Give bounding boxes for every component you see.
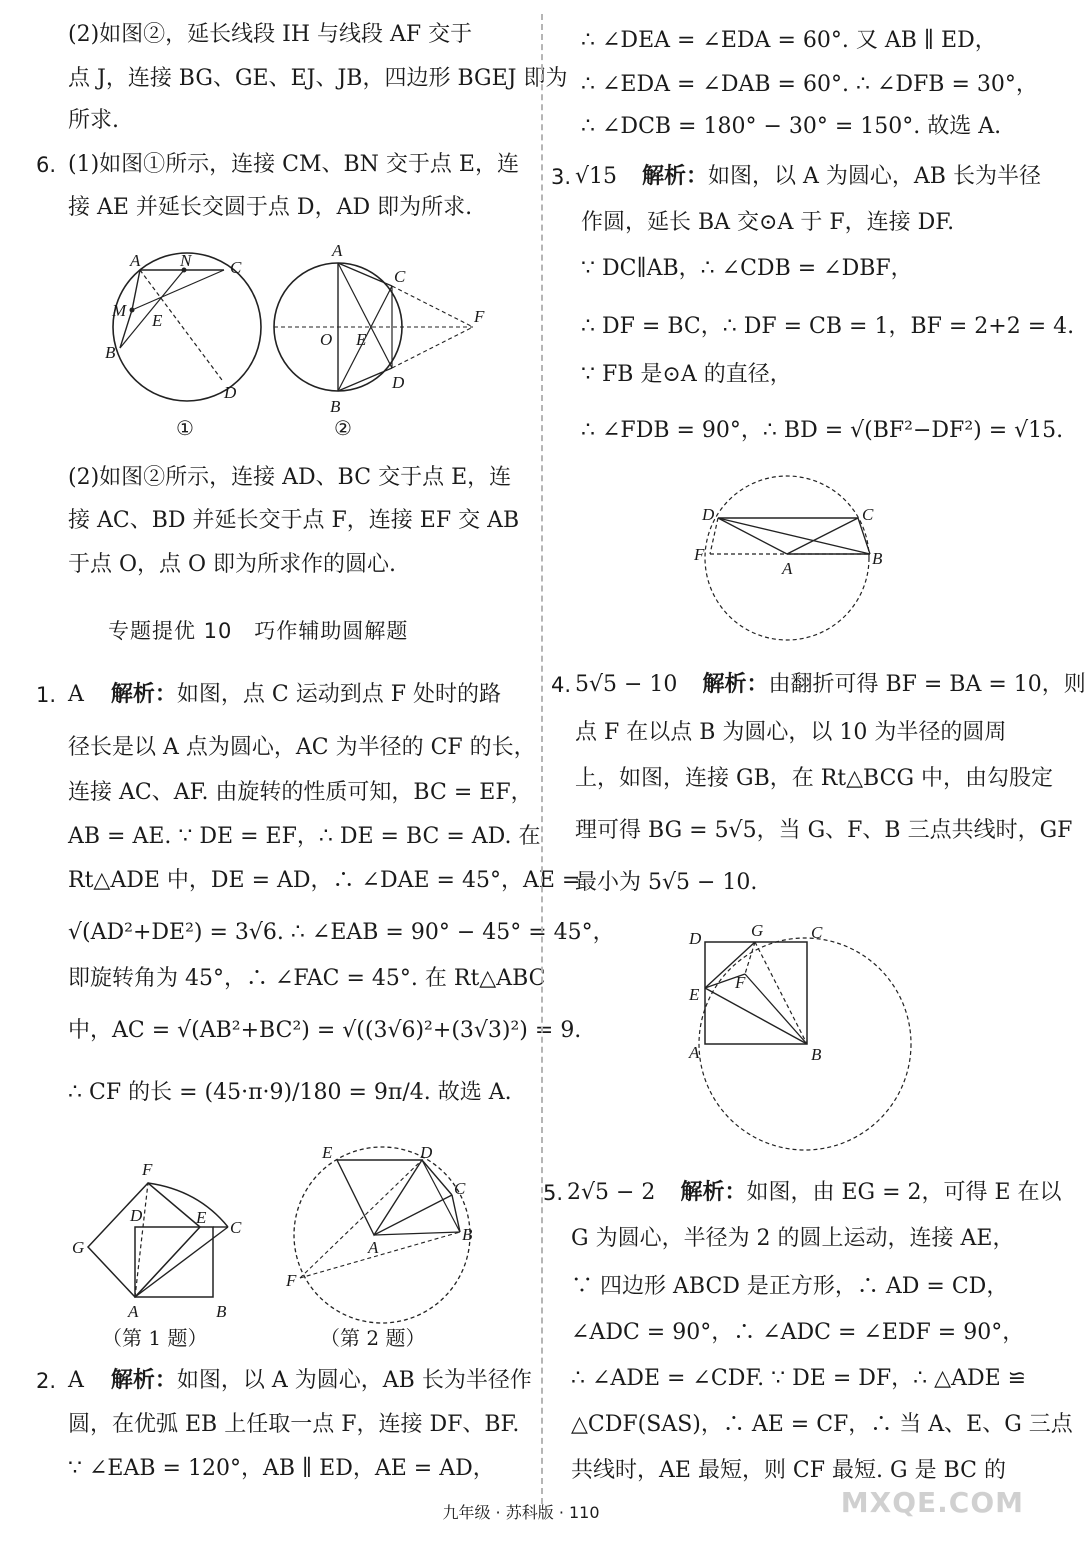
figure-circle-1 xyxy=(100,240,275,415)
figure-question-4 xyxy=(675,920,925,1155)
text-line: (2)如图②所示，连接 AD、BC 交于点 E，连 xyxy=(68,465,512,490)
label: A xyxy=(689,1043,700,1062)
section-title: 专题提优 10 巧作辅助圆解题 xyxy=(108,619,409,643)
figure-question-2 xyxy=(282,1140,482,1320)
question-number: 4. xyxy=(551,673,572,697)
text-line: 上，如图，连接 GB，在 Rt△BCG 中，由勾股定 xyxy=(575,766,1054,791)
label: C xyxy=(230,1218,242,1237)
label: M xyxy=(112,301,127,320)
text-line: ∴ DF = BC，∴ DF = CB = 1，BF = 2+2 = 4. xyxy=(581,314,1075,339)
text-line: △CDF(SAS)，∴ AE = CF，∴ 当 A、E、G 三点 xyxy=(571,1412,1073,1437)
analysis-tag: 解析： xyxy=(702,672,769,697)
text: 由翻折可得 BF = BA = 10，则 xyxy=(768,672,1086,697)
label: C xyxy=(862,505,874,524)
text-line: 共线时，AE 最短，则 CF 最短. G 是 BC 的 xyxy=(571,1458,1006,1483)
text-line: ∴ ∠DEA = ∠EDA = 60°. 又 AB ∥ ED， xyxy=(581,28,997,53)
label: D xyxy=(224,383,237,402)
question-number: 1. xyxy=(36,683,57,707)
answer: 2√5 − 2 xyxy=(567,1180,656,1205)
label: B xyxy=(216,1302,227,1321)
text-line xyxy=(68,1366,532,1396)
label: F xyxy=(735,973,746,992)
label: B xyxy=(811,1045,822,1064)
text-line: ∠ADC = 90°，∴ ∠ADC = ∠EDF = 90°， xyxy=(571,1320,1025,1345)
label: F xyxy=(142,1160,153,1179)
text-line: 理可得 BG = 5√5，当 G、F、B 三点共线时，GF xyxy=(575,818,1073,843)
label: E xyxy=(152,311,163,330)
text-line: 作圆，延长 BA 交⊙A 于 F，连接 DF. xyxy=(581,210,955,235)
figure-caption: （第 2 题） xyxy=(320,1326,426,1350)
text-line: ∵ FB 是⊙A 的直径， xyxy=(581,362,792,387)
label: D xyxy=(420,1143,433,1162)
text-line xyxy=(68,680,501,710)
analysis-tag: 解析： xyxy=(110,1368,177,1393)
label: B xyxy=(105,343,116,362)
text: 如图，点 C 运动到点 F 处时的路 xyxy=(176,682,501,707)
figure-caption: ① xyxy=(176,416,194,440)
text-line: ∵ DC∥AB，∴ ∠CDB = ∠DBF， xyxy=(581,256,913,281)
text: 如图，由 EG = 2，可得 E 在以 xyxy=(746,1180,1062,1205)
label: D xyxy=(130,1206,143,1225)
text-line: 中，AC = √(AB²+BC²) = √((3√6)²+(3√3)²) = 9. xyxy=(68,1018,582,1043)
analysis-tag: 解析： xyxy=(680,1180,747,1205)
text-line: 点 F 在以点 B 为圆心，以 10 为半径的圆周 xyxy=(575,720,1007,745)
question-number: 3. xyxy=(551,165,572,189)
label: B xyxy=(462,1225,473,1244)
text: 如图，以 A 为圆心，AB 长为半径 xyxy=(708,164,1041,189)
label: D xyxy=(689,929,702,948)
text-line xyxy=(575,670,1086,700)
text-line: 所求. xyxy=(68,108,119,133)
label: D xyxy=(392,373,405,392)
figure-question-3 xyxy=(690,480,890,650)
text-line: 接 AC、BD 并延长交于点 F，连接 EF 交 AB xyxy=(68,508,520,533)
label: E xyxy=(689,985,700,1004)
label: O xyxy=(320,330,333,349)
text-line: ∵ ∠EAB = 120°，AB ∥ ED，AE = AD， xyxy=(68,1456,495,1481)
label: E xyxy=(322,1143,333,1162)
text-line: G 为圆心，半径为 2 的圆上运动，连接 AE， xyxy=(571,1226,1015,1251)
figure-question-1 xyxy=(70,1155,270,1320)
text-line: AB = AE. ∵ DE = EF，∴ DE = BC = AD. 在 xyxy=(68,824,541,849)
text-line: ∵ 四边形 ABCD 是正方形，∴ AD = CD， xyxy=(571,1274,1009,1299)
label: E xyxy=(196,1208,207,1227)
text-line: ∴ ∠EDA = ∠DAB = 60°. ∴ ∠DFB = 30°， xyxy=(581,72,1038,97)
label: A xyxy=(368,1238,379,1257)
text-line: √(AD²+DE²) = 3√6. ∴ ∠EAB = 90° − 45° = 45°， xyxy=(68,920,615,945)
question-number: 2. xyxy=(36,1369,57,1393)
label: A xyxy=(128,1302,139,1321)
text-line: 最小为 5√5 − 10. xyxy=(575,870,758,895)
label: F xyxy=(694,545,705,564)
question-number: 6. xyxy=(36,153,57,177)
label: F xyxy=(474,307,485,326)
text-line: 即旋转角为 45°，∴ ∠FAC = 45°. 在 Rt△ABC xyxy=(68,966,546,991)
text-line: (1)如图①所示，连接 CM、BN 交于点 E，连 xyxy=(68,152,519,177)
column-divider xyxy=(541,14,543,1504)
answer: √15 xyxy=(575,164,618,189)
label: B xyxy=(330,397,341,416)
text-line: Rt△ADE 中，DE = AD，∴ ∠DAE = 45°，AE = xyxy=(68,868,581,893)
label: C xyxy=(811,923,823,942)
question-number: 5. xyxy=(543,1181,564,1205)
answer: A xyxy=(68,682,84,707)
text-line: 接 AE 并延长交圆于点 D，AD 即为所求. xyxy=(68,195,473,220)
analysis-tag: 解析： xyxy=(110,682,177,707)
label: C xyxy=(230,258,242,277)
text-line: ∴ ∠FDB = 90°，∴ BD = √(BF²−DF²) = √15. xyxy=(581,418,1064,443)
label: D xyxy=(702,505,715,524)
figure-caption: ② xyxy=(334,416,352,440)
text-line: 于点 O，点 O 即为所求作的圆心. xyxy=(68,552,397,577)
text-line: ∴ ∠DCB = 180° − 30° = 150°. 故选 A. xyxy=(581,114,1002,139)
label: A xyxy=(782,559,793,578)
label: A xyxy=(332,241,343,260)
label: F xyxy=(286,1271,297,1290)
text-line: 圆，在优弧 EB 上任取一点 F，连接 DF、BF. xyxy=(68,1412,520,1437)
text-line: 径长是以 A 点为圆心，AC 为半径的 CF 的长， xyxy=(68,735,536,760)
text-line: 点 J，连接 BG、GE、EJ、JB，四边形 BGEJ 即为 xyxy=(68,66,568,91)
label: E xyxy=(356,330,367,349)
text-line: (2)如图②，延长线段 IH 与线段 AF 交于 xyxy=(68,22,473,47)
label: G xyxy=(751,921,764,940)
text-line: ∴ ∠ADE = ∠CDF. ∵ DE = DF，∴ △ADE ≌ xyxy=(571,1366,1027,1391)
label: N xyxy=(180,251,192,270)
text-line: 连接 AC、AF. 由旋转的性质可知，BC = EF， xyxy=(68,780,533,805)
text-line xyxy=(567,1178,1062,1208)
watermark: MXQE.COM xyxy=(840,1486,1024,1519)
figure-caption: （第 1 题） xyxy=(102,1326,208,1350)
label: B xyxy=(872,549,883,568)
text: 如图，以 A 为圆心，AB 长为半径作 xyxy=(176,1368,532,1393)
text-line: ∴ CF 的长 = (45·π·9)/180 = 9π/4. 故选 A. xyxy=(68,1080,512,1105)
page-footer: 九年级 · 苏科版 · 110 xyxy=(442,1503,600,1522)
label: C xyxy=(454,1179,466,1198)
answer: A xyxy=(68,1368,84,1393)
label: A xyxy=(130,251,141,270)
analysis-tag: 解析： xyxy=(642,164,709,189)
answer: 5√5 − 10 xyxy=(575,672,678,697)
figure-circle-2 xyxy=(268,240,498,415)
label: C xyxy=(394,267,406,286)
text-line xyxy=(575,162,1041,192)
label: G xyxy=(72,1238,85,1257)
